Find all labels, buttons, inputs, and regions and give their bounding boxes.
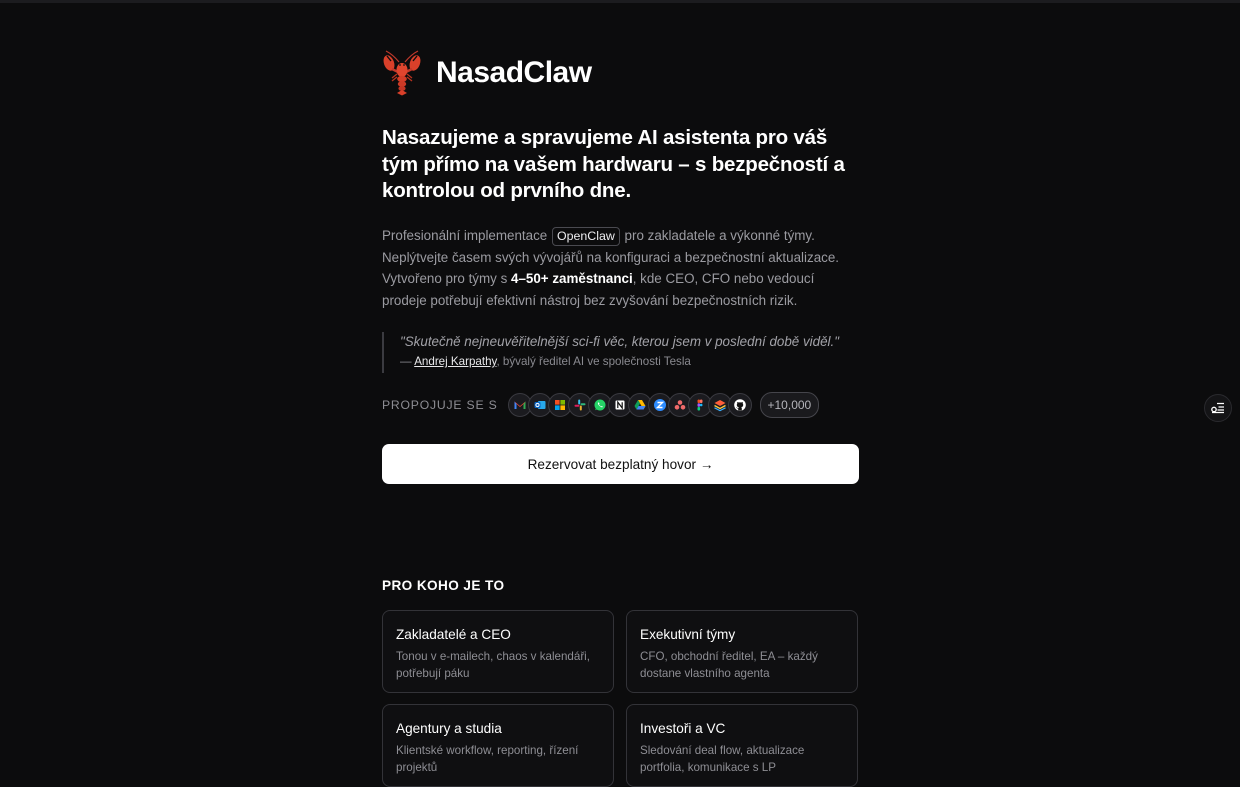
card-description: Klientské workflow, reporting, řízení projektů [396, 744, 579, 774]
hero-headline: Nasazujeme a spravujeme AI asistenta pro váš tým přímo na vašem hardwaru – s bezpečností a kontrolou od prvního dne. [382, 126, 845, 202]
settings-toggle-button[interactable] [1204, 394, 1232, 422]
author-role: , bývalý ředitel AI ve společnosti Tesla [496, 355, 691, 368]
author-link[interactable]: Andrej Karpathy [414, 355, 497, 368]
quote-attribution [400, 354, 875, 370]
integrations-label: PROPOJUJE SE S [382, 398, 498, 412]
brand[interactable] [382, 50, 592, 96]
sliders-icon [1211, 402, 1225, 414]
quote-text: "Skutečně nejneuvěřitelnější sci-fi věc, kterou jsem v poslední době viděl." [400, 334, 839, 349]
github-icon [728, 393, 752, 417]
intro-text-1: Profesionální implementace [382, 228, 551, 243]
card-title: Agentury a studia [396, 721, 502, 736]
card-description: Sledování deal flow, aktualizace portfolia, komunikace s LP [640, 744, 805, 774]
audience-card-investors [626, 704, 858, 787]
integration-icons [508, 393, 752, 417]
audience-section-title: PRO KOHO JE TO [382, 578, 505, 593]
card-title: Zakladatelé a CEO [396, 627, 511, 642]
book-call-button[interactable]: Rezervovat bezplatný hovor → [382, 444, 859, 484]
hero-intro [382, 225, 859, 311]
intro-text-3: , kde CEO, CFO nebo vedoucí prodeje potřebují efektivní nástroj bez zvyšování bezpečnostních rizik. [382, 271, 815, 308]
quote-dash: — [400, 355, 415, 368]
top-border [0, 0, 1240, 3]
card-description: CFO, obchodní ředitel, EA – každý dostane vlastního agenta [640, 650, 818, 680]
brand-name: NasadClaw [436, 56, 592, 89]
testimonial-quote [382, 332, 875, 373]
audience-card-founders [382, 610, 614, 693]
audience-card-agencies [382, 704, 614, 787]
audience-card-executives [626, 610, 858, 693]
openclaw-chip: OpenClaw [552, 227, 620, 246]
card-title: Investoři a VC [640, 721, 726, 736]
integrations-row [382, 392, 819, 418]
card-title: Exekutivní týmy [640, 627, 736, 642]
card-description: Tonou v e-mailech, chaos v kalendáři, potřebují páku [396, 650, 590, 680]
intro-text-2: pro zakladatele a výkonné týmy. Neplýtvejte časem svých vývojářů na konfiguraci a bezpečnostní aktualizace. Vytvořeno pro týmy s [382, 228, 840, 287]
more-integrations-badge: +10,000 [760, 392, 820, 418]
intro-strong: 4–50+ zaměstnanci [511, 271, 633, 287]
lobster-icon [382, 50, 422, 96]
